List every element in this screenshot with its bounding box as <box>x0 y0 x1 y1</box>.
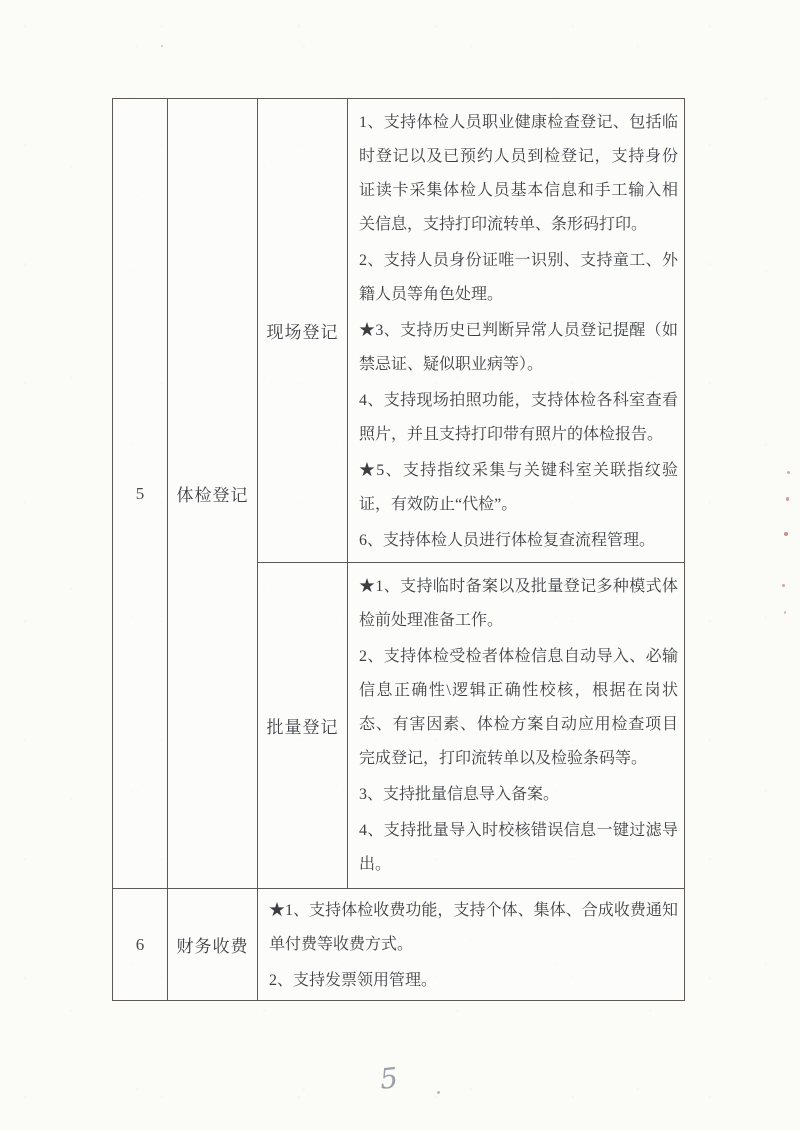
requirements-table <box>112 98 685 1001</box>
table-row-6 <box>113 889 684 1000</box>
requirement-item: 4、支持批量导入时校核错误信息一键过滤导出。 <box>359 822 678 873</box>
requirement-item: 2、支持人员身份证唯一识别、支持童工、外籍人员等角色处理。 <box>359 252 678 303</box>
description-cell <box>348 563 684 888</box>
scan-speck <box>784 611 786 614</box>
requirement-item: 4、支持现场拍照功能，支持体检各科室查看照片，并且支持打印带有照片的体检报告。 <box>359 392 678 443</box>
row-number: 6 <box>135 934 145 954</box>
description-cell <box>348 99 684 562</box>
requirement-item: 2、支持体检受检者体检信息自动导入、必输信息正确性\逻辑正确性校核，根据在岗状态、有害因素、体检方案自动应用检查项目完成登记，打印流转单以及检验条码等。 <box>359 648 678 767</box>
row-number: 5 <box>135 483 145 503</box>
subcategory-cell <box>258 99 348 562</box>
requirement-item: ★5、支持指纹采集与关键科室关联指纹验证，有效防止“代检”。 <box>359 462 678 513</box>
scan-speck <box>786 497 789 501</box>
scan-speck <box>787 471 790 474</box>
requirement-item: 1、支持体检人员职业健康检查登记、包括临时登记以及已预约人员到检登记，支持身份证读卡采集体检人员基本信息和手工输入相关信息，支持打印流转单、条形码打印。 <box>359 114 678 233</box>
category-label: 财务收费 <box>176 937 249 956</box>
scan-speck <box>782 584 785 587</box>
requirement-item: ★1、支持体检收费功能，支持个体、集体、合成收费通知单付费等收费方式。 <box>269 902 678 953</box>
category-cell <box>168 889 258 1000</box>
subcategory-cell <box>258 563 348 888</box>
requirement-item: ★1、支持临时备案以及批量登记多种模式体检前处理准备工作。 <box>359 578 678 629</box>
table-row-5 <box>113 99 684 889</box>
requirement-item: 6、支持体检人员进行体检复查流程管理。 <box>359 532 656 549</box>
pencil-dot <box>437 1091 440 1094</box>
requirement-item: 2、支持发票领用管理。 <box>269 972 438 989</box>
requirement-item: 3、支持批量信息导入备案。 <box>359 786 560 803</box>
subrows-container <box>258 99 684 888</box>
requirement-item: ★3、支持历史已判断异常人员登记提醒（如禁忌证、疑似职业病等）。 <box>359 322 678 373</box>
subcategory-label: 批量登记 <box>266 718 339 737</box>
handwritten-page-number: 5 <box>378 1061 400 1096</box>
row-number-cell <box>113 99 168 888</box>
subcategory-label: 现场登记 <box>266 323 339 342</box>
scan-speck <box>784 532 788 536</box>
description-cell <box>258 889 684 1000</box>
subrow-onsite-registration <box>258 99 684 563</box>
category-label: 体检登记 <box>176 486 249 505</box>
row-number-cell <box>113 889 168 1000</box>
subrow-batch-registration <box>258 563 684 888</box>
category-cell <box>168 99 258 888</box>
scan-speck <box>161 45 163 47</box>
